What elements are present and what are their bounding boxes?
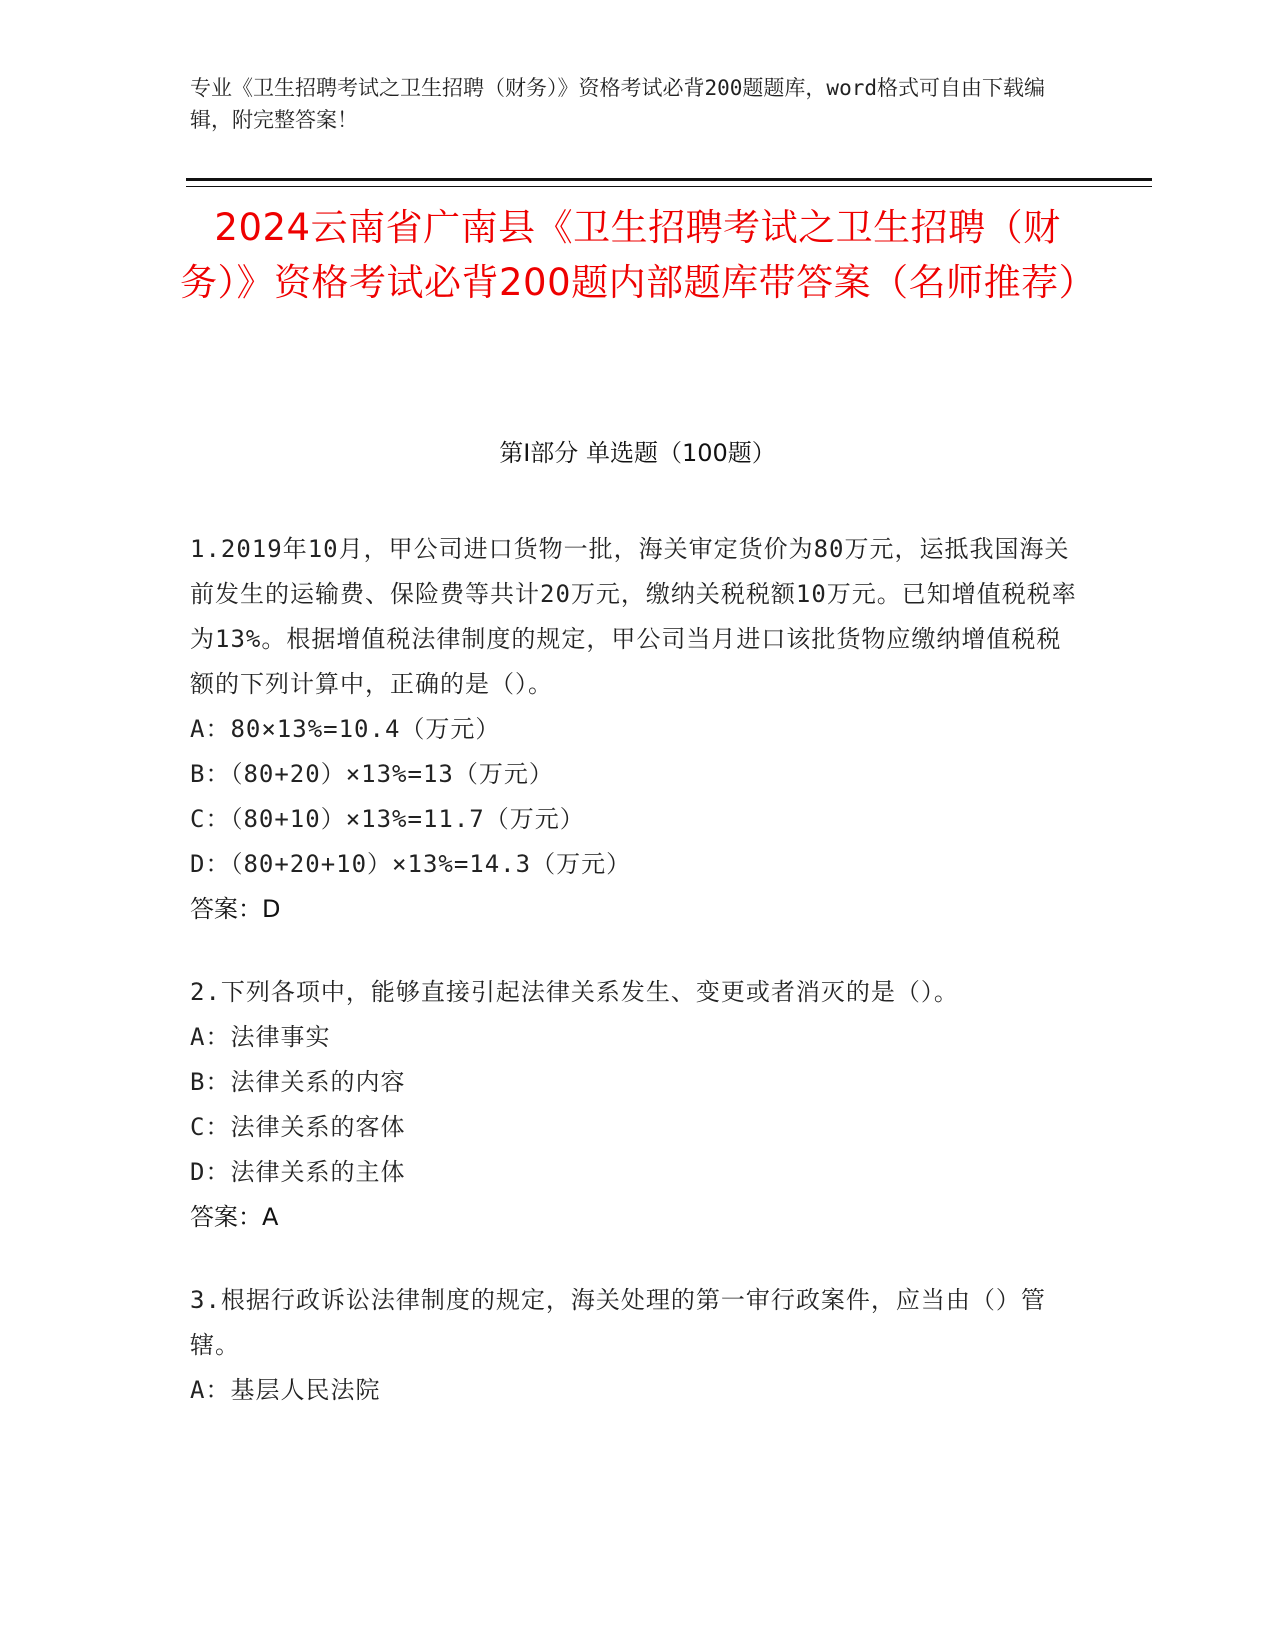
answer-line: 答案：D [190,895,281,923]
question-2 [190,970,1080,1240]
option-c: C：法律关系的客体 [190,1113,406,1141]
question-list [190,527,1080,1451]
option-d: D：法律关系的主体 [190,1158,406,1186]
option-a: A：基层人民法院 [190,1376,381,1404]
question-text: 2.下列各项中，能够直接引起法律关系发生、变更或者消灭的是（）。 [190,978,959,1006]
option-b: B：（80+20）×13%=13（万元） [190,760,554,788]
question-text: 1.2019年10月，甲公司进口货物一批，海关审定货价为80万元，运抵我国海关前发生的运输费、保险费等共计20万元，缴纳关税税额10万元。已知增值税税率为13%。根据增值税法律制度的规定，甲公司当月进口该批货物应缴纳增值税税额的下列计算中，正确的是（）。 [190,535,1077,698]
document-title: 2024云南省广南县《卫生招聘考试之卫生招聘（财务）》资格考试必背200题内部题库带答案（名师推荐） [180,206,1097,304]
answer-line: 答案：A [190,1203,279,1231]
option-d: D：（80+20+10）×13%=14.3（万元） [190,850,632,878]
header-divider-thin [186,186,1152,187]
option-b: B：法律关系的内容 [190,1068,406,1096]
section-heading: 第Ⅰ部分 单选题（100题） [499,439,776,467]
document-intro: 专业《卫生招聘考试之卫生招聘（财务）》资格考试必背200题题库，word格式可自由下载编辑，附完整答案！ [190,76,1045,132]
option-a: A：80×13%=10.4（万元） [190,715,501,743]
option-c: C：（80+10）×13%=11.7（万元） [190,805,585,833]
question-3 [190,1278,1080,1413]
option-a: A：法律事实 [190,1023,331,1051]
header-divider-thick [186,178,1152,181]
question-1 [190,527,1080,932]
question-text: 3.根据行政诉讼法律制度的规定，海关处理的第一审行政案件，应当由（）管辖。 [190,1286,1046,1359]
